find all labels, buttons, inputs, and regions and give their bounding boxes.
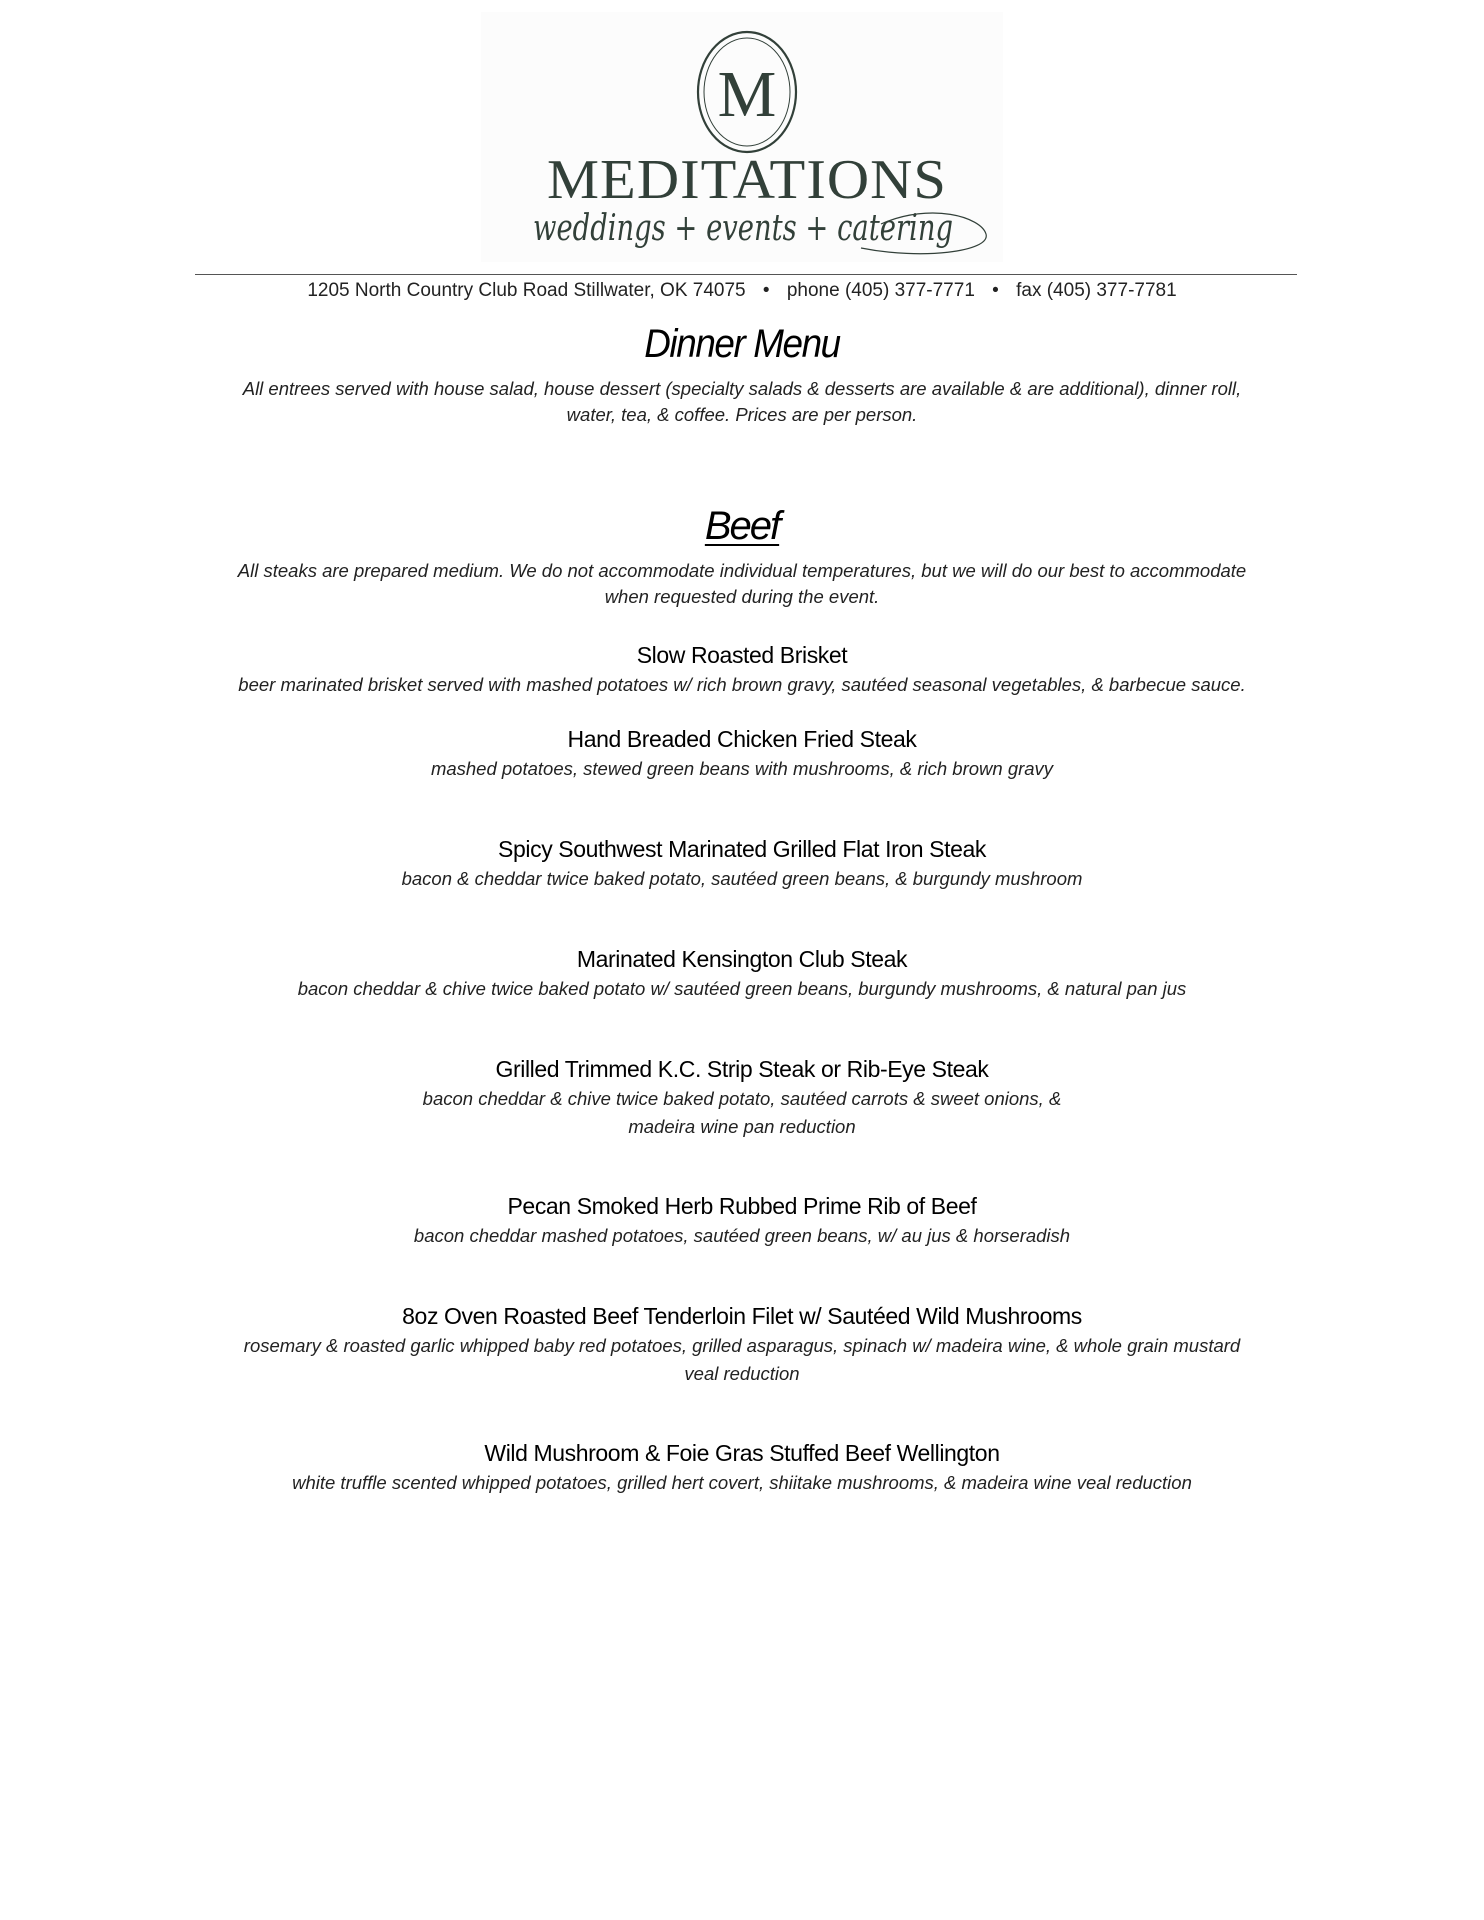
dish-name: Hand Breaded Chicken Fried Steak	[567, 726, 917, 752]
section-note-line: when requested during the event.	[604, 586, 880, 607]
dish-item	[160, 724, 1324, 782]
dish-item	[160, 1191, 1324, 1249]
section-note	[195, 558, 1289, 610]
dish-description: bacon cheddar & chive twice baked potato, sautéed carrots & sweet onions, &	[422, 1088, 1062, 1109]
intro-line: All entrees served with house salad, house dessert (specialty salads & desserts are available & are additional), dinner roll,	[242, 378, 1242, 399]
dish-description: white truffle scented whipped potatoes, grilled hert covert, shiitake mushrooms, & madeira wine veal reduction	[292, 1472, 1192, 1493]
menu-title: Dinner Menu	[644, 322, 840, 366]
dish-item	[160, 1438, 1324, 1496]
dish-description: rosemary & roasted garlic whipped baby red potatoes, grilled asparagus, spinach w/ madeira wine, & whole grain mustard	[243, 1335, 1241, 1356]
dish-item	[160, 640, 1324, 698]
header-divider	[195, 274, 1297, 275]
dish-description: mashed potatoes, stewed green beans with mushrooms, & rich brown gravy	[430, 758, 1054, 779]
dish-description: bacon cheddar & chive twice baked potato w/ sautéed green beans, burgundy mushrooms, & natural pan jus	[297, 978, 1187, 999]
section-note-line: All steaks are prepared medium. We do not accommodate individual temperatures, but we will do our best to accommodate	[237, 560, 1247, 581]
separator: •	[762, 280, 770, 301]
meditations-logo	[481, 12, 1003, 262]
dish-description: beer marinated brisket served with mashed potatoes w/ rich brown gravy, sautéed seasonal vegetables, & barbecue sauce.	[238, 674, 1246, 695]
dish-item	[160, 1054, 1324, 1140]
logo-tagline: weddings + events + catering	[533, 208, 953, 249]
intro-line: water, tea, & coffee. Prices are per person.	[566, 404, 918, 425]
dish-name: Slow Roasted Brisket	[636, 642, 848, 668]
dish-description: bacon & cheddar twice baked potato, sautéed green beans, & burgundy mushroom	[401, 868, 1083, 889]
section-title-beef: Beef	[704, 504, 780, 548]
dish-item	[160, 1301, 1324, 1387]
separator: •	[992, 280, 999, 301]
dish-description: veal reduction	[684, 1363, 800, 1384]
address-text: 1205 North Country Club Road Stillwater, OK 74075	[307, 280, 746, 301]
dish-name: 8oz Oven Roasted Beef Tenderloin Filet w/ Sautéed Wild Mushrooms	[402, 1303, 1082, 1329]
phone-text: phone (405) 377-7771	[786, 280, 975, 301]
dish-name: Grilled Trimmed K.C. Strip Steak or Rib-Eye Steak	[495, 1056, 989, 1082]
fax-text: fax (405) 377-7781	[1016, 280, 1177, 301]
dish-description: bacon cheddar mashed potatoes, sautéed green beans, w/ au jus & horseradish	[413, 1225, 1071, 1246]
dish-description: madeira wine pan reduction	[628, 1116, 856, 1137]
dish-name: Wild Mushroom & Foie Gras Stuffed Beef Wellington	[484, 1440, 1000, 1466]
dish-name: Pecan Smoked Herb Rubbed Prime Rib of Beef	[507, 1193, 977, 1219]
contact-line	[0, 280, 1484, 302]
dish-item	[160, 834, 1324, 892]
dish-name: Spicy Southwest Marinated Grilled Flat Iron Steak	[498, 836, 986, 862]
logo-name: MEDITATIONS	[547, 149, 947, 211]
menu-intro	[200, 376, 1284, 428]
logo-monogram: M	[717, 58, 777, 131]
dish-item	[160, 944, 1324, 1002]
dish-name: Marinated Kensington Club Steak	[576, 946, 908, 972]
